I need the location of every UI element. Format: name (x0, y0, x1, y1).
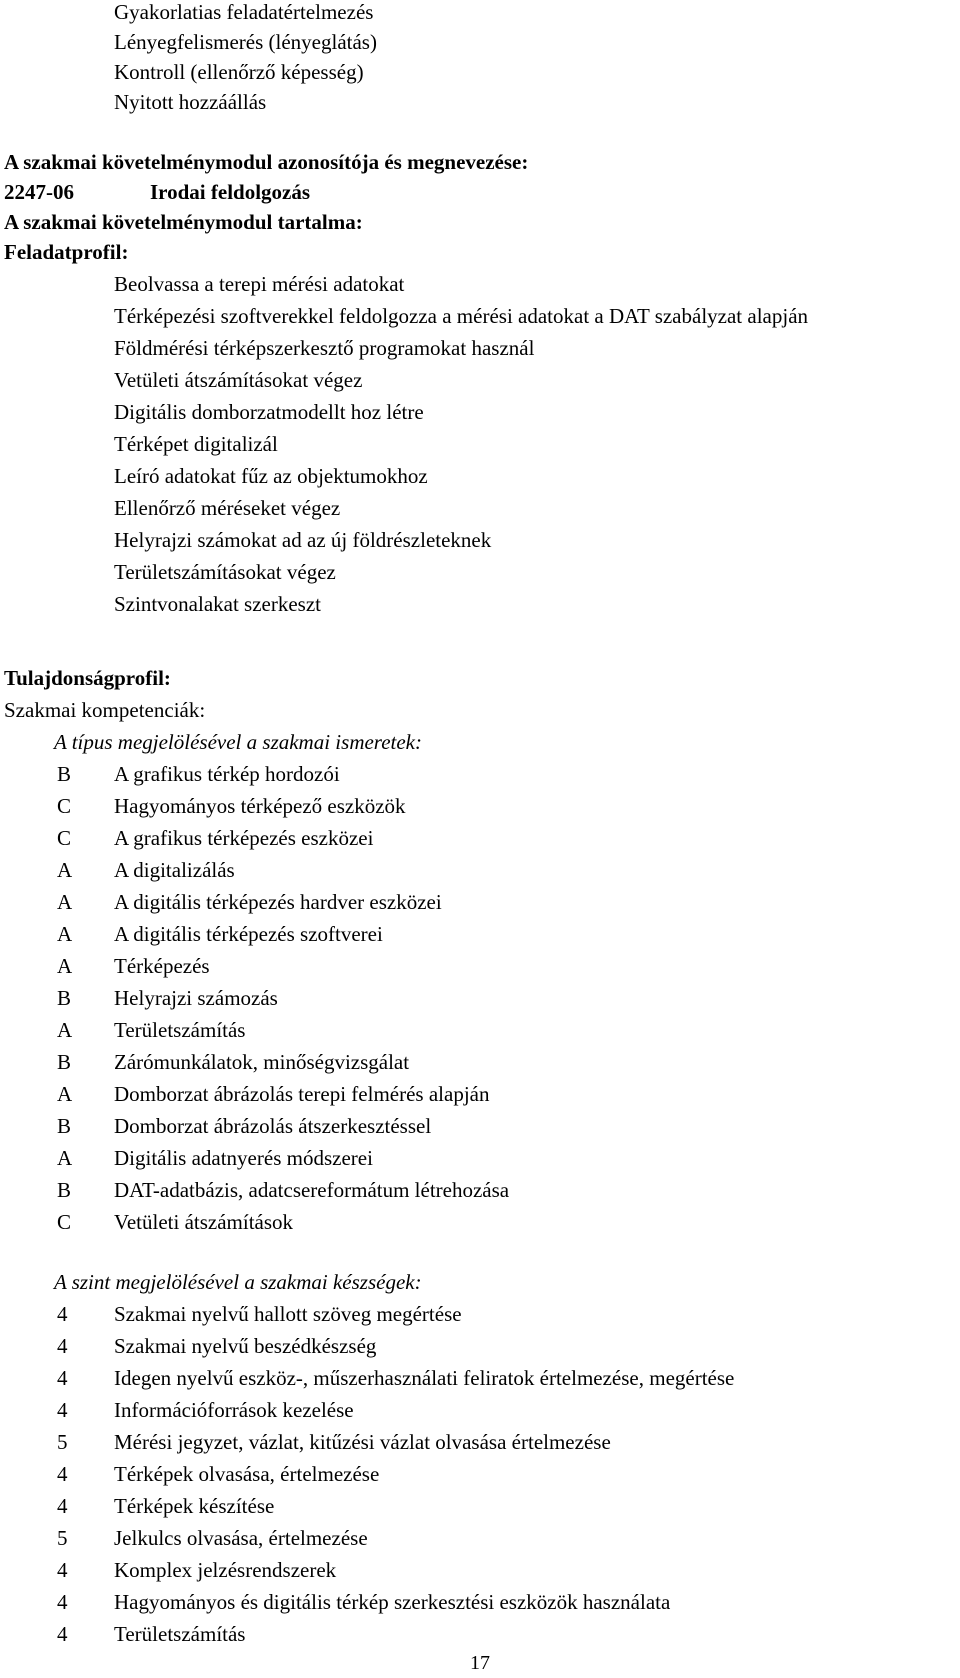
task-item: Szintvonalakat szerkeszt (114, 592, 322, 616)
module-code: 2247-06 (4, 180, 74, 204)
knowledge-text: Területszámítás (114, 1018, 246, 1042)
level-code: 4 (57, 1462, 68, 1486)
level-code: A (57, 858, 73, 882)
level-code: 4 (57, 1398, 68, 1422)
task-item: Térképet digitalizál (114, 432, 278, 456)
level-code: C (57, 826, 72, 850)
level-code: A (57, 954, 73, 978)
module-content-heading: A szakmai követelménymodul tartalma: (4, 210, 363, 234)
skill-text: Területszámítás (114, 1622, 246, 1646)
knowledge-text: A grafikus térképezés eszközei (114, 826, 374, 850)
level-code: B (57, 986, 72, 1010)
task-item: Helyrajzi számokat ad az új földrészleteknek (114, 528, 492, 552)
page-number: 17 (470, 1652, 490, 1674)
skill-text: Jelkulcs olvasása, értelmezése (114, 1526, 368, 1550)
task-item: Beolvassa a terepi mérési adatokat (114, 272, 405, 296)
level-code: 4 (57, 1366, 68, 1390)
level-code: A (57, 1082, 73, 1106)
level-code: A (57, 890, 73, 914)
skill-text: Idegen nyelvű eszköz-, műszerhasználati feliratok értelmezése, megértése (114, 1366, 735, 1390)
skill-text: Mérési jegyzet, vázlat, kitűzési vázlat olvasása értelmezése (114, 1430, 611, 1454)
knowledge-text: A digitális térképezés hardver eszközei (114, 890, 442, 914)
soft-skill-item: Lényegfelismerés (lényeglátás) (114, 30, 377, 54)
knowledge-heading: A típus megjelölésével a szakmai ismeretek: (54, 730, 422, 754)
knowledge-text: Hagyományos térképező eszközök (114, 794, 406, 818)
task-item: Ellenőrző méréseket végez (114, 496, 341, 520)
level-code: B (57, 1050, 72, 1074)
skill-text: Szakmai nyelvű hallott szöveg megértése (114, 1302, 462, 1326)
level-code: A (57, 922, 73, 946)
knowledge-text: A digitális térképezés szoftverei (114, 922, 383, 946)
knowledge-text: Vetületi átszámítások (114, 1210, 294, 1234)
level-code: B (57, 762, 72, 786)
level-code: 4 (57, 1334, 68, 1358)
skill-text: Komplex jelzésrendszerek (114, 1558, 337, 1582)
task-profile-heading: Feladatprofil: (4, 240, 129, 264)
level-code: 4 (57, 1494, 68, 1518)
knowledge-text: Domborzat ábrázolás átszerkesztéssel (114, 1114, 432, 1138)
skill-text: Információforrások kezelése (114, 1398, 354, 1422)
module-name: Irodai feldolgozás (150, 180, 311, 204)
knowledge-text: Zárómunkálatok, minőségvizsgálat (114, 1050, 410, 1074)
level-code: C (57, 1210, 72, 1234)
knowledge-text: Digitális adatnyerés módszerei (114, 1146, 373, 1170)
soft-skill-item: Nyitott hozzáállás (114, 90, 267, 114)
skill-text: Térképek készítése (114, 1494, 275, 1518)
level-code: A (57, 1018, 73, 1042)
level-code: A (57, 1146, 73, 1170)
level-code: 4 (57, 1302, 68, 1326)
task-item: Digitális domborzatmodellt hoz létre (114, 400, 424, 424)
task-item: Vetületi átszámításokat végez (114, 368, 363, 392)
skills-heading: A szint megjelölésével a szakmai készségek: (54, 1270, 422, 1294)
soft-skill-item: Kontroll (ellenőrző képesség) (114, 60, 364, 84)
knowledge-text: Térképezés (114, 954, 210, 978)
property-profile-heading: Tulajdonságprofil: (4, 666, 171, 690)
soft-skill-item: Gyakorlatias feladatértelmezés (114, 0, 374, 24)
level-code: B (57, 1178, 72, 1202)
level-code: 5 (57, 1526, 68, 1550)
task-item: Térképezési szoftverekkel feldolgozza a mérési adatokat a DAT szabályzat alapján (114, 304, 809, 328)
skill-text: Térképek olvasása, értelmezése (114, 1462, 380, 1486)
level-code: 5 (57, 1430, 68, 1454)
knowledge-text: Domborzat ábrázolás terepi felmérés alapján (114, 1082, 490, 1106)
task-item: Földmérési térképszerkesztő programokat használ (114, 336, 535, 360)
competencies-heading: Szakmai kompetenciák: (4, 698, 206, 722)
knowledge-text: Helyrajzi számozás (114, 986, 278, 1010)
knowledge-text: A digitalizálás (114, 858, 235, 882)
level-code: C (57, 794, 72, 818)
level-code: B (57, 1114, 72, 1138)
level-code: 4 (57, 1622, 68, 1646)
task-item: Leíró adatokat fűz az objektumokhoz (114, 464, 428, 488)
module-id-heading: A szakmai követelménymodul azonosítója és megnevezése: (4, 150, 529, 174)
knowledge-text: DAT-adatbázis, adatcsereformátum létrehozása (114, 1178, 510, 1202)
level-code: 4 (57, 1558, 68, 1582)
knowledge-text: A grafikus térkép hordozói (114, 762, 340, 786)
skill-text: Szakmai nyelvű beszédkészség (114, 1334, 377, 1358)
task-item: Területszámításokat végez (114, 560, 336, 584)
level-code: 4 (57, 1590, 68, 1614)
skill-text: Hagyományos és digitális térkép szerkesztési eszközök használata (114, 1590, 671, 1614)
